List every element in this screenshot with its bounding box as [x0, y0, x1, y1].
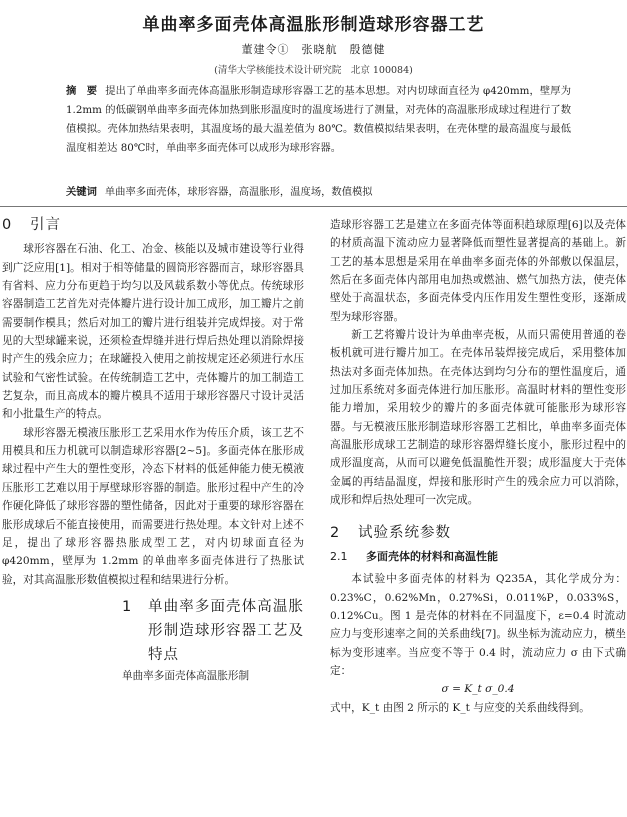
keywords-text: 单曲率多面壳体，球形容器，高温胀形，温度场，数值模拟: [104, 186, 373, 198]
equation: σ = K_t σ_0.4: [441, 683, 515, 696]
paper-affiliation: (清华大学核能技术设计研究院 北京 100084): [214, 65, 413, 76]
subsection-number: 2.1: [330, 549, 348, 563]
left-column: [2, 216, 304, 685]
paper-authors: 董建令① 张晓航 殷德健: [241, 43, 386, 56]
subsection-title: 多面壳体的材料和高温性能: [366, 549, 498, 563]
section-2-heading: [330, 524, 626, 542]
paragraph: 新工艺将瓣片设计为单曲率壳板，从而只需使用普通的卷板机就可进行瓣片加工。在壳体吊装焊接完成后，采用整体加热法对多面壳体加热。在壳体达到均匀分布的塑性温度后，通过加压系统对多面壳体进行加压胀形。高温时材料的塑性变形能力增加，采用较少的瓣片的多面壳体就可能胀形为球形容器。与无模液压胀形制造球形容器工艺相比，单曲率多面壳体高温胀形成球工艺制造的球形容器焊缝长度小，胀形过程中的成形温度高，从而可以避免低温脆性开裂；成形温度大于壳体金属的再结晶温度，焊接和胀形时产生的残余应力可以消除，成形和焊后热处理可一次完成。: [330, 329, 626, 507]
section-1-heading: [122, 595, 304, 667]
section-number: 0: [2, 217, 13, 233]
paragraph: 本试验中多面壳体的材料为 Q235A，其化学成分为：0.23%C，0.62%Mn，0.27%Si，0.011%P，0.033%S，0.12%Cu。图 1 是壳体的材料在不同温度下，ε=0.4 时流动应力与变形速率之间的关系曲线[7]。纵坐标为流动应力，横坐标为变形速率。当应变不等于 0.4 时，流动应力 σ 由下式确定：: [330, 573, 626, 677]
section-title: 试验系统参数: [358, 524, 451, 541]
keywords-label: 关键词: [66, 186, 97, 198]
paragraph: 造球形容器工艺是建立在多面壳体等面积趋球原理[6]以及壳体的材质高温下流动应力显著降低而塑性显著提高的基础上。新工艺的基本思想是采用在单曲率多面壳体的外部敷以保温层，然后在多面壳体内部用电加热或燃油、燃气加热方法，使壳体壁处于高温状态，多面壳体受内压作用发生塑性变形，逐渐成型为球形容器。: [330, 219, 626, 323]
paper-title: 单曲率多面壳体高温胀形制造球形容器工艺: [142, 15, 485, 35]
paragraph: 单曲率多面壳体高温胀形制: [122, 669, 250, 682]
paragraph: 式中，K_t 由图 2 所示的 K_t 与应变的关系曲线得到。: [330, 701, 590, 714]
section-0-heading: [2, 216, 304, 234]
section-title: 引言: [30, 217, 61, 233]
abstract-text: 提出了单曲率多面壳体高温胀形制造球形容器工艺的基本思想。对内切球面直径为 φ420mm，壁厚为 1.2mm 的低碳钢单曲率多面壳体加热到胀形温度时的温度场进行了测量，对壳体的高温胀形成球过程进行了数值模拟。壳体加热结果表明，其温度场的最大温差值为 80℃。数值模拟结果表明，在壳体壁的最高温度与最低温度相差达 80℃时，单曲率多面壳体可以成形为球形容器。: [66, 85, 571, 154]
section-2-1-heading: [330, 548, 626, 566]
right-column: [330, 216, 626, 717]
section-number: 1: [122, 598, 133, 615]
section-title: 单曲率多面壳体高温胀形制造球形容器工艺及特点: [148, 598, 304, 663]
paragraph: 球形容器无模液压胀形工艺采用水作为传压介质，该工艺不用模具和压力机就可以制造球形容器[2~5]。多面壳体在胀形成球过程中产生大的塑性变形，冷态下材料的低延伸能力使无模液压胀形工艺难以用于厚壁球形容器的制造。胀形过程中产生的冷作硬化降低了球形容器的塑性储备，因此对于重要的球形容器在胀形成球后不能直接使用，而需要进行热处理。本文针对上述不足，提出了球形容器热胀成型工艺，对内切球面直径为 φ420mm，壁厚为 1.2mm 的单曲率多面壳体进行了热胀试验，对其高温胀形数值模拟过程和结果进行分析。: [2, 426, 304, 586]
paragraph: 球形容器在石油、化工、冶金、核能以及城市建设等行业得到广泛应用[1]。相对于相等储量的圆筒形容器而言，球形容器具有省料、应力分布更趋于均匀以及风载系数小等优点。传统球形容器制造工艺首先对壳体瓣片进行设计加工成形，加工瓣片之前需要制作模具；然后对加工的瓣片进行组装并完成焊接。对于常见的大型球罐来说，还须检查焊缝并进行焊后热处理以消除焊接时产生的残余应力；在球罐投入使用之前按规定还必须进行水压试验和气密性试验。在传统制造工艺中，壳体瓣片的加工制造工艺复杂，而且高成本的瓣片模具不适用于球形容器尺寸设计灵活和小批量生产的特点。: [2, 243, 304, 421]
abstract: [66, 82, 571, 158]
keywords: [66, 183, 571, 198]
abstract-label: 摘 要: [66, 85, 98, 97]
header-divider: [0, 206, 627, 207]
section-number: 2: [330, 524, 341, 541]
